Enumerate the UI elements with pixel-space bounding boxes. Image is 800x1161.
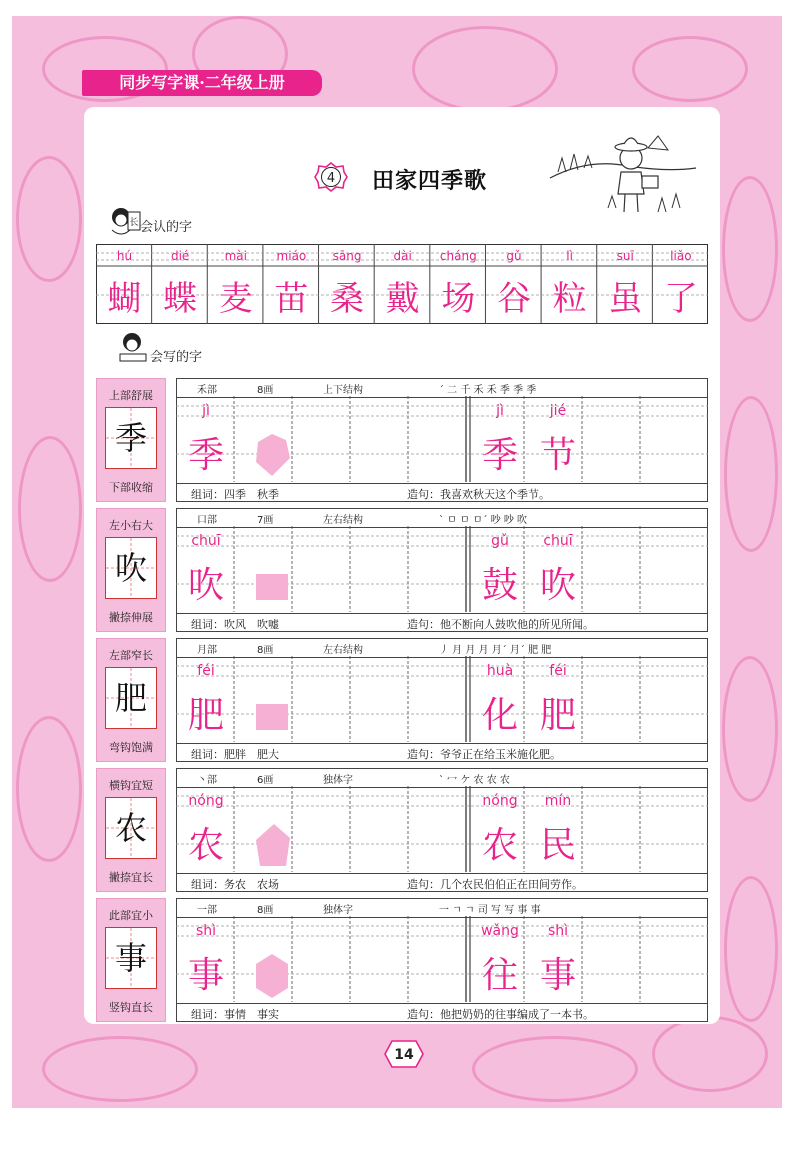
word1-pinyin: jì: [496, 403, 504, 419]
recognize-char: 虽: [608, 279, 643, 319]
word-examples: 组词：肥胖 肥大: [191, 748, 279, 761]
tip-top: 上部舒展: [109, 389, 153, 402]
recognize-pinyin: suī: [616, 249, 634, 263]
char-tip-card: [96, 638, 166, 762]
char-pinyin: nóng: [188, 793, 224, 809]
example-sentence: 造句：几个农民伯伯正在田间劳作。: [407, 878, 583, 891]
lesson-title: 田家四季歌: [372, 168, 488, 194]
char-info-row: [177, 509, 707, 528]
word-examples: 组词：吹风 吹嘘: [191, 618, 279, 631]
word2-char: 肥: [539, 695, 576, 736]
model-char: 事: [114, 939, 147, 977]
recognize-pinyin: lì: [566, 249, 573, 263]
write-block: [96, 378, 708, 502]
model-char: 季: [114, 419, 147, 457]
char-tip-card: [96, 768, 166, 892]
model-char-box: [105, 537, 157, 599]
trace-char: 农: [187, 825, 224, 866]
structure: 上下结构: [323, 385, 363, 396]
word1-char: 化: [481, 695, 518, 736]
tip-bottom: 弯钩饱满: [109, 741, 153, 754]
recognize-char: 戴: [385, 279, 420, 319]
svg-text:长: 长: [129, 218, 139, 228]
recognize-pinyin: dài: [393, 249, 412, 263]
word1-pinyin: gǔ: [491, 533, 509, 549]
farm-girl-illustration: [548, 128, 698, 220]
model-char: 肥: [114, 679, 147, 717]
word-sentence-row: [177, 873, 707, 893]
char-pinyin: chuī: [191, 533, 221, 549]
recognize-pinyin: liǎo: [670, 249, 692, 263]
recognize-pinyin: mài: [224, 249, 247, 263]
word-sentence-row: [177, 613, 707, 633]
model-char-box: [105, 797, 157, 859]
word-examples: 组词：四季 秋季: [191, 488, 279, 501]
tip-bottom: 竖钩直长: [109, 1001, 153, 1014]
recognize-pinyin: cháng: [439, 249, 477, 263]
recognize-char: 桑: [330, 279, 365, 319]
word2-pinyin: chuī: [543, 533, 573, 549]
tip-bottom: 下部收缩: [109, 481, 153, 494]
char-tip-card: [96, 378, 166, 502]
practice-grid: [176, 508, 708, 632]
radical: 禾部: [197, 385, 217, 396]
model-char-box: [105, 927, 157, 989]
tip-bottom: 撇捺宜长: [109, 871, 153, 884]
radical: 丶部: [197, 775, 217, 786]
lesson-number: 4: [326, 171, 336, 186]
recognize-char: 麦: [218, 279, 253, 319]
recognize-pinyin: sāng: [332, 249, 362, 263]
recognize-pinyin: gǔ: [506, 249, 522, 263]
stroke-count: 8画: [257, 385, 274, 396]
stroke-order: 丿 月 月 月 月ˊ 月ˊ 肥 肥: [439, 645, 552, 656]
structure: 独体字: [323, 775, 353, 786]
model-char-box: [105, 407, 157, 469]
word-sentence-row: [177, 743, 707, 763]
write-section-label: 会写的字: [150, 350, 203, 365]
char-pinyin: féi: [197, 663, 215, 679]
recognize-char: 蝴: [107, 279, 142, 319]
char-info-row: [177, 379, 707, 398]
recognize-section-label: 会认的字: [140, 220, 193, 235]
word-examples: 组词：务农 农场: [191, 878, 279, 891]
example-sentence: 造句：他不断向人鼓吹他的所见所闻。: [407, 618, 594, 631]
model-char-box: [105, 667, 157, 729]
stroke-order: ˋ 冖 ケ 农 农 农: [439, 775, 510, 786]
tip-top: 横钩宜短: [109, 779, 153, 792]
word1-pinyin: huà: [486, 663, 514, 679]
radical: 口部: [197, 515, 217, 526]
stroke-count: 6画: [257, 775, 274, 786]
lesson-number-badge: [314, 162, 348, 192]
trace-char: 肥: [187, 695, 224, 736]
char-info-row: [177, 899, 707, 918]
structure: 独体字: [323, 905, 353, 916]
word2-char: 民: [539, 825, 576, 866]
page-number: 14: [394, 1047, 414, 1063]
trace-char: 季: [187, 435, 224, 476]
model-char: 吹: [114, 549, 147, 587]
stroke-count: 7画: [257, 515, 274, 526]
word2-pinyin: jié: [549, 403, 567, 419]
practice-grid: [176, 638, 708, 762]
tip-top: 左部窄长: [109, 649, 153, 662]
recognize-char: 蝶: [163, 279, 198, 319]
word2-pinyin: mín: [544, 793, 572, 809]
practice-grid: [176, 378, 708, 502]
practice-grid: [176, 768, 708, 892]
trace-char: 事: [187, 955, 224, 996]
practice-grid: [176, 898, 708, 1022]
write-block: [96, 768, 708, 892]
write-block: [96, 898, 708, 1022]
example-sentence: 造句：我喜欢秋天这个季节。: [407, 488, 550, 501]
recognize-char: 苗: [274, 279, 309, 319]
word-examples: 组词：事情 事实: [191, 1008, 279, 1021]
write-block: [96, 638, 708, 762]
recognize-pinyin: hú: [116, 249, 133, 263]
structure: 左右结构: [323, 515, 363, 526]
recognize-char: 粒: [552, 279, 587, 319]
word1-char: 鼓: [481, 565, 518, 606]
tip-top: 左小右大: [109, 519, 153, 532]
recognize-char: 场: [441, 279, 476, 319]
word2-char: 吹: [539, 565, 576, 606]
word2-char: 节: [539, 435, 576, 476]
word1-char: 季: [481, 435, 518, 476]
recognize-pinyin: dié: [170, 249, 190, 263]
char-tip-card: [96, 508, 166, 632]
model-char: 农: [114, 809, 147, 847]
page-number-badge: [384, 1040, 424, 1068]
word1-pinyin: nóng: [482, 793, 518, 809]
word-sentence-row: [177, 1003, 707, 1023]
char-info-row: [177, 769, 707, 788]
book-title-banner: 同步写字课·二年级上册: [82, 70, 322, 96]
recognize-char: 了: [663, 279, 698, 319]
radical: 月部: [197, 645, 217, 656]
word1-char: 农: [481, 825, 518, 866]
char-pinyin: shì: [195, 923, 217, 939]
structure: 左右结构: [323, 645, 363, 656]
girl-writing-icon: [114, 330, 150, 364]
stroke-order: ˊ 二 千 禾 禾 季 季 季: [439, 385, 537, 396]
char-tip-card: [96, 898, 166, 1022]
tip-top: 此部宜小: [109, 909, 153, 922]
word1-char: 往: [481, 955, 518, 996]
trace-char: 吹: [187, 565, 224, 606]
word2-pinyin: féi: [549, 663, 567, 679]
word1-pinyin: wǎng: [481, 923, 519, 939]
example-sentence: 造句：爷爷正在给玉米施化肥。: [407, 748, 561, 761]
stroke-count: 8画: [257, 645, 274, 656]
tip-bottom: 撇捺伸展: [109, 611, 153, 624]
stroke-order: 一 ㄱ ㄱ 司 写 写 事 事: [439, 905, 541, 916]
word-sentence-row: [177, 483, 707, 503]
char-pinyin: jì: [202, 403, 210, 419]
recognize-pinyin: miáo: [276, 249, 307, 263]
stroke-count: 8画: [257, 905, 274, 916]
stroke-order: ˋ ㅁ ㅁ ㅁˊ 吵 吵 吹: [439, 515, 528, 526]
char-info-row: [177, 639, 707, 658]
word2-char: 事: [539, 955, 576, 996]
girl-reading-icon: [106, 204, 142, 238]
recognize-table: [96, 244, 708, 324]
radical: 一部: [197, 905, 217, 916]
write-block: [96, 508, 708, 632]
recognize-char: 谷: [496, 279, 531, 319]
word2-pinyin: shì: [547, 923, 569, 939]
example-sentence: 造句：他把奶奶的往事编成了一本书。: [407, 1008, 594, 1021]
